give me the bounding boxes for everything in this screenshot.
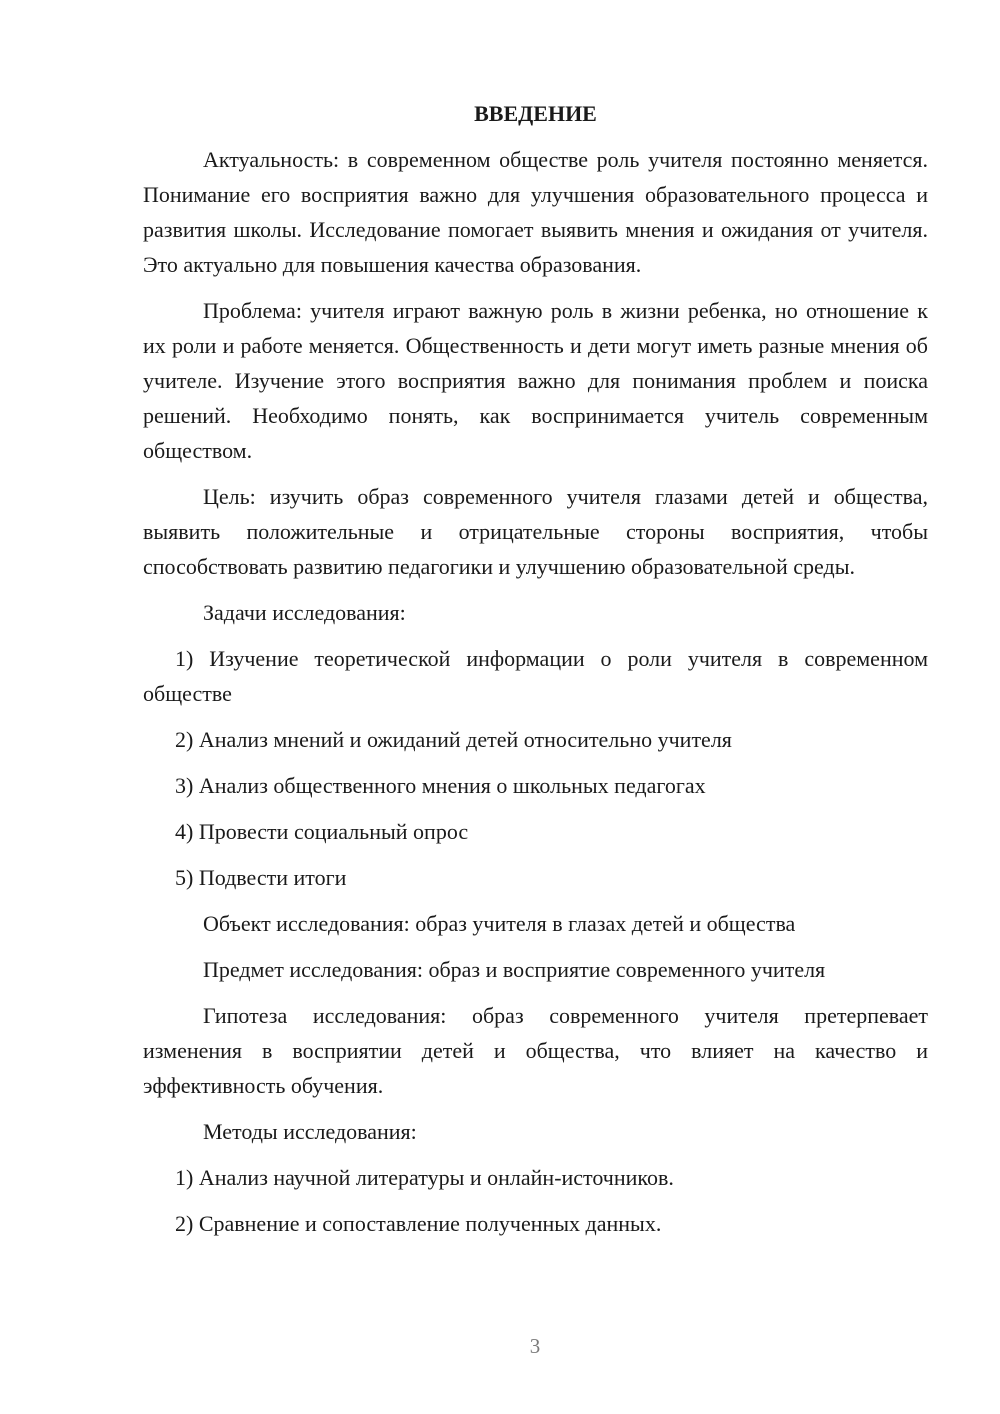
task-item-1: 1) Изучение теоретической информации о роли учителя в современном обществе <box>143 646 928 706</box>
task-item-3: 3) Анализ общественного мнения о школьных педагогах <box>175 773 706 798</box>
method-item-1: 1) Анализ научной литературы и онлайн-источников. <box>175 1165 674 1190</box>
page-number: 3 <box>529 1334 541 1358</box>
document-page <box>143 96 928 1252</box>
methods-heading: Методы исследования: <box>203 1119 417 1144</box>
task-item-5: 5) Подвести итоги <box>175 865 347 890</box>
research-object: Объект исследования: образ учителя в глазах детей и общества <box>203 911 796 936</box>
task-item-4: 4) Провести социальный опрос <box>175 819 469 844</box>
paragraph-relevance: Актуальность: в современном обществе роль учителя постоянно меняется. Понимание его восприятия важно для улучшения образовательного процесса и развития школы. Исследование помогает выявить мнения и ожидания от учителя. Это актуально для повышения качества образования. <box>143 147 928 277</box>
section-title: ВВЕДЕНИЕ <box>474 101 597 126</box>
research-hypothesis: Гипотеза исследования: образ современного учителя претерпевает изменения в восприятии детей и общества, что влияет на качество и эффективность обучения. <box>143 1003 928 1098</box>
method-item-2: 2) Сравнение и сопоставление полученных данных. <box>175 1211 662 1236</box>
tasks-heading: Задачи исследования: <box>203 600 406 625</box>
paragraph-goal: Цель: изучить образ современного учителя глазами детей и общества, выявить положительные и отрицательные стороны восприятия, чтобы способствовать развитию педагогики и улучшению образовательной среды. <box>143 484 928 579</box>
research-subject: Предмет исследования: образ и восприятие современного учителя <box>203 957 826 982</box>
paragraph-problem: Проблема: учителя играют важную роль в жизни ребенка, но отношение к их роли и работе меняется. Общественность и дети могут иметь разные мнения об учителе. Изучение этого восприятия важно для понимания проблем и поиска решений. Необходимо понять, как воспринимается учитель современным обществом. <box>143 298 928 463</box>
task-item-2: 2) Анализ мнений и ожиданий детей относительно учителя <box>175 727 732 752</box>
